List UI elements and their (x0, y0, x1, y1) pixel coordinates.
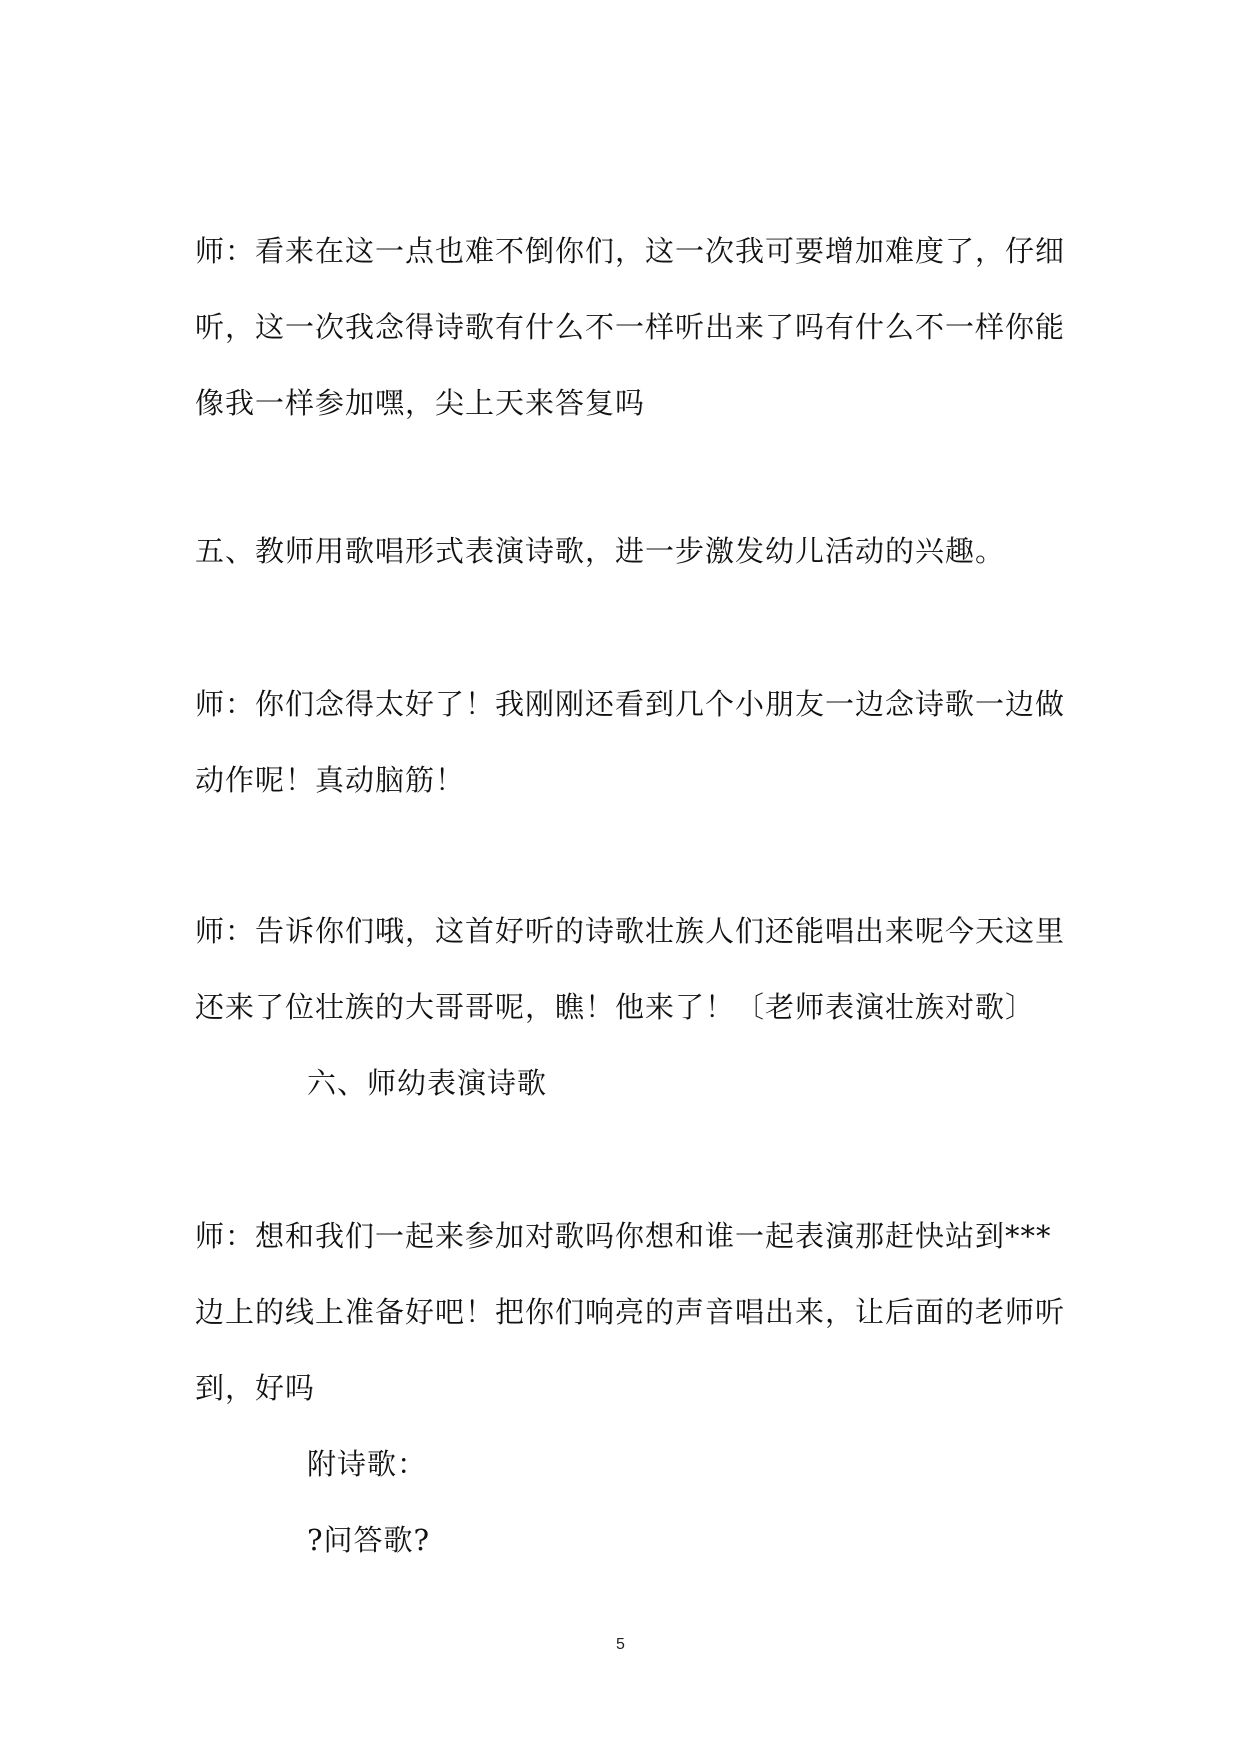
paragraph-line: 还来了位壮族的大哥哥呢，瞧！他来了！〔老师表演壮族对歌〕 (195, 990, 1036, 1024)
section-heading: 五、教师用歌唱形式表演诗歌，进一步激发幼儿活动的兴趣。 (195, 534, 1006, 568)
paragraph-line: 师：想和我们一起来参加对歌吗你想和谁一起表演那赶快站到*** (195, 1219, 1052, 1253)
paragraph-line: 师：看来在这一点也难不倒你们，这一次我可要增加难度了，仔细 (195, 234, 1066, 268)
appendix-label: 附诗歌： (307, 1447, 428, 1481)
poem-title: ?问答歌? (307, 1523, 431, 1557)
paragraph-line: 动作呢！真动脑筋！ (195, 763, 466, 797)
section-heading: 六、师幼表演诗歌 (307, 1066, 548, 1100)
paragraph-line: 边上的线上准备好吧！把你们响亮的声音唱出来，让后面的老师听 (195, 1295, 1066, 1329)
paragraph-line: 听，这一次我念得诗歌有什么不一样听出来了吗有什么不一样你能 (195, 310, 1066, 344)
paragraph-line: 师：告诉你们哦，这首好听的诗歌壮族人们还能唱出来呢今天这里 (195, 914, 1066, 948)
paragraph-line: 到，好吗 (195, 1371, 316, 1405)
page-number: 5 (616, 1636, 625, 1653)
paragraph-line: 像我一样参加嘿，尖上天来答复吗 (195, 386, 646, 420)
paragraph-line: 师：你们念得太好了！我刚刚还看到几个小朋友一边念诗歌一边做 (195, 687, 1066, 721)
